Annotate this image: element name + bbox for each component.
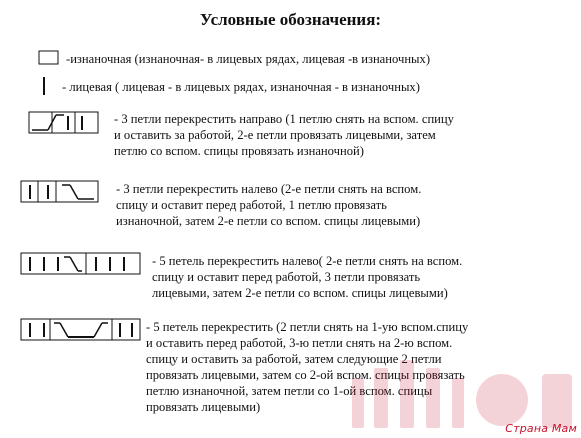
page-title: Условные обозначения: xyxy=(199,10,382,29)
legend-text-cross-5-left: - 5 петель перекрестить налево( 2-е петли снять на вспом. спицу и оставит перед работой, 3 петли провязать лицевыми, затем 2-е петли со вспом. спицы лицевыми) xyxy=(152,254,463,300)
cross-5-double-icon xyxy=(20,318,142,342)
purl-empty-cell-icon xyxy=(38,50,60,66)
cross-5-left-icon xyxy=(20,252,142,276)
legend-text-cross-5-double: - 5 петель перекрестить (2 петли снять на 1-ую вспом.спицу и оставить перед работой, 3-ю петли снять на 2-ю вспом. спицу и оставить за работой, затем следующие 2 петли провязать лицевыми, затем со 2-ой вспом. спицы провязать петлю изнаночной, затем петли со 1-ой вспом. спицы провязать лицевыми) xyxy=(146,320,469,414)
legend-text-knit: - лицевая ( лицевая - в лицевых рядах, изнаночная - в изнаночных) xyxy=(62,80,420,94)
knit-vertical-bar-icon xyxy=(40,76,48,96)
cross-3-left-icon xyxy=(20,180,100,204)
legend-text-cross-3-right: - 3 петли перекрестить направо (1 петлю снять на вспом. спицу и оставить за работой, 2-е петли провязать лицевыми, затем петлю со вспом. спицы провязать изнаночной) xyxy=(114,112,454,158)
watermark-text: Страна Мам xyxy=(505,422,577,435)
legend-text-purl: -изнаночная (изнаночная- в лицевых рядах, лицевая -в изнаночных) xyxy=(66,52,431,66)
legend-text-cross-3-left: - 3 петли перекрестить налево (2-е петли снять на вспом. спицу и оставит перед работой, 1 петлю провязать изнаночной, затем 2-е петли со вспом. спицы лицевыми) xyxy=(116,182,422,228)
cross-3-right-icon xyxy=(28,111,100,135)
